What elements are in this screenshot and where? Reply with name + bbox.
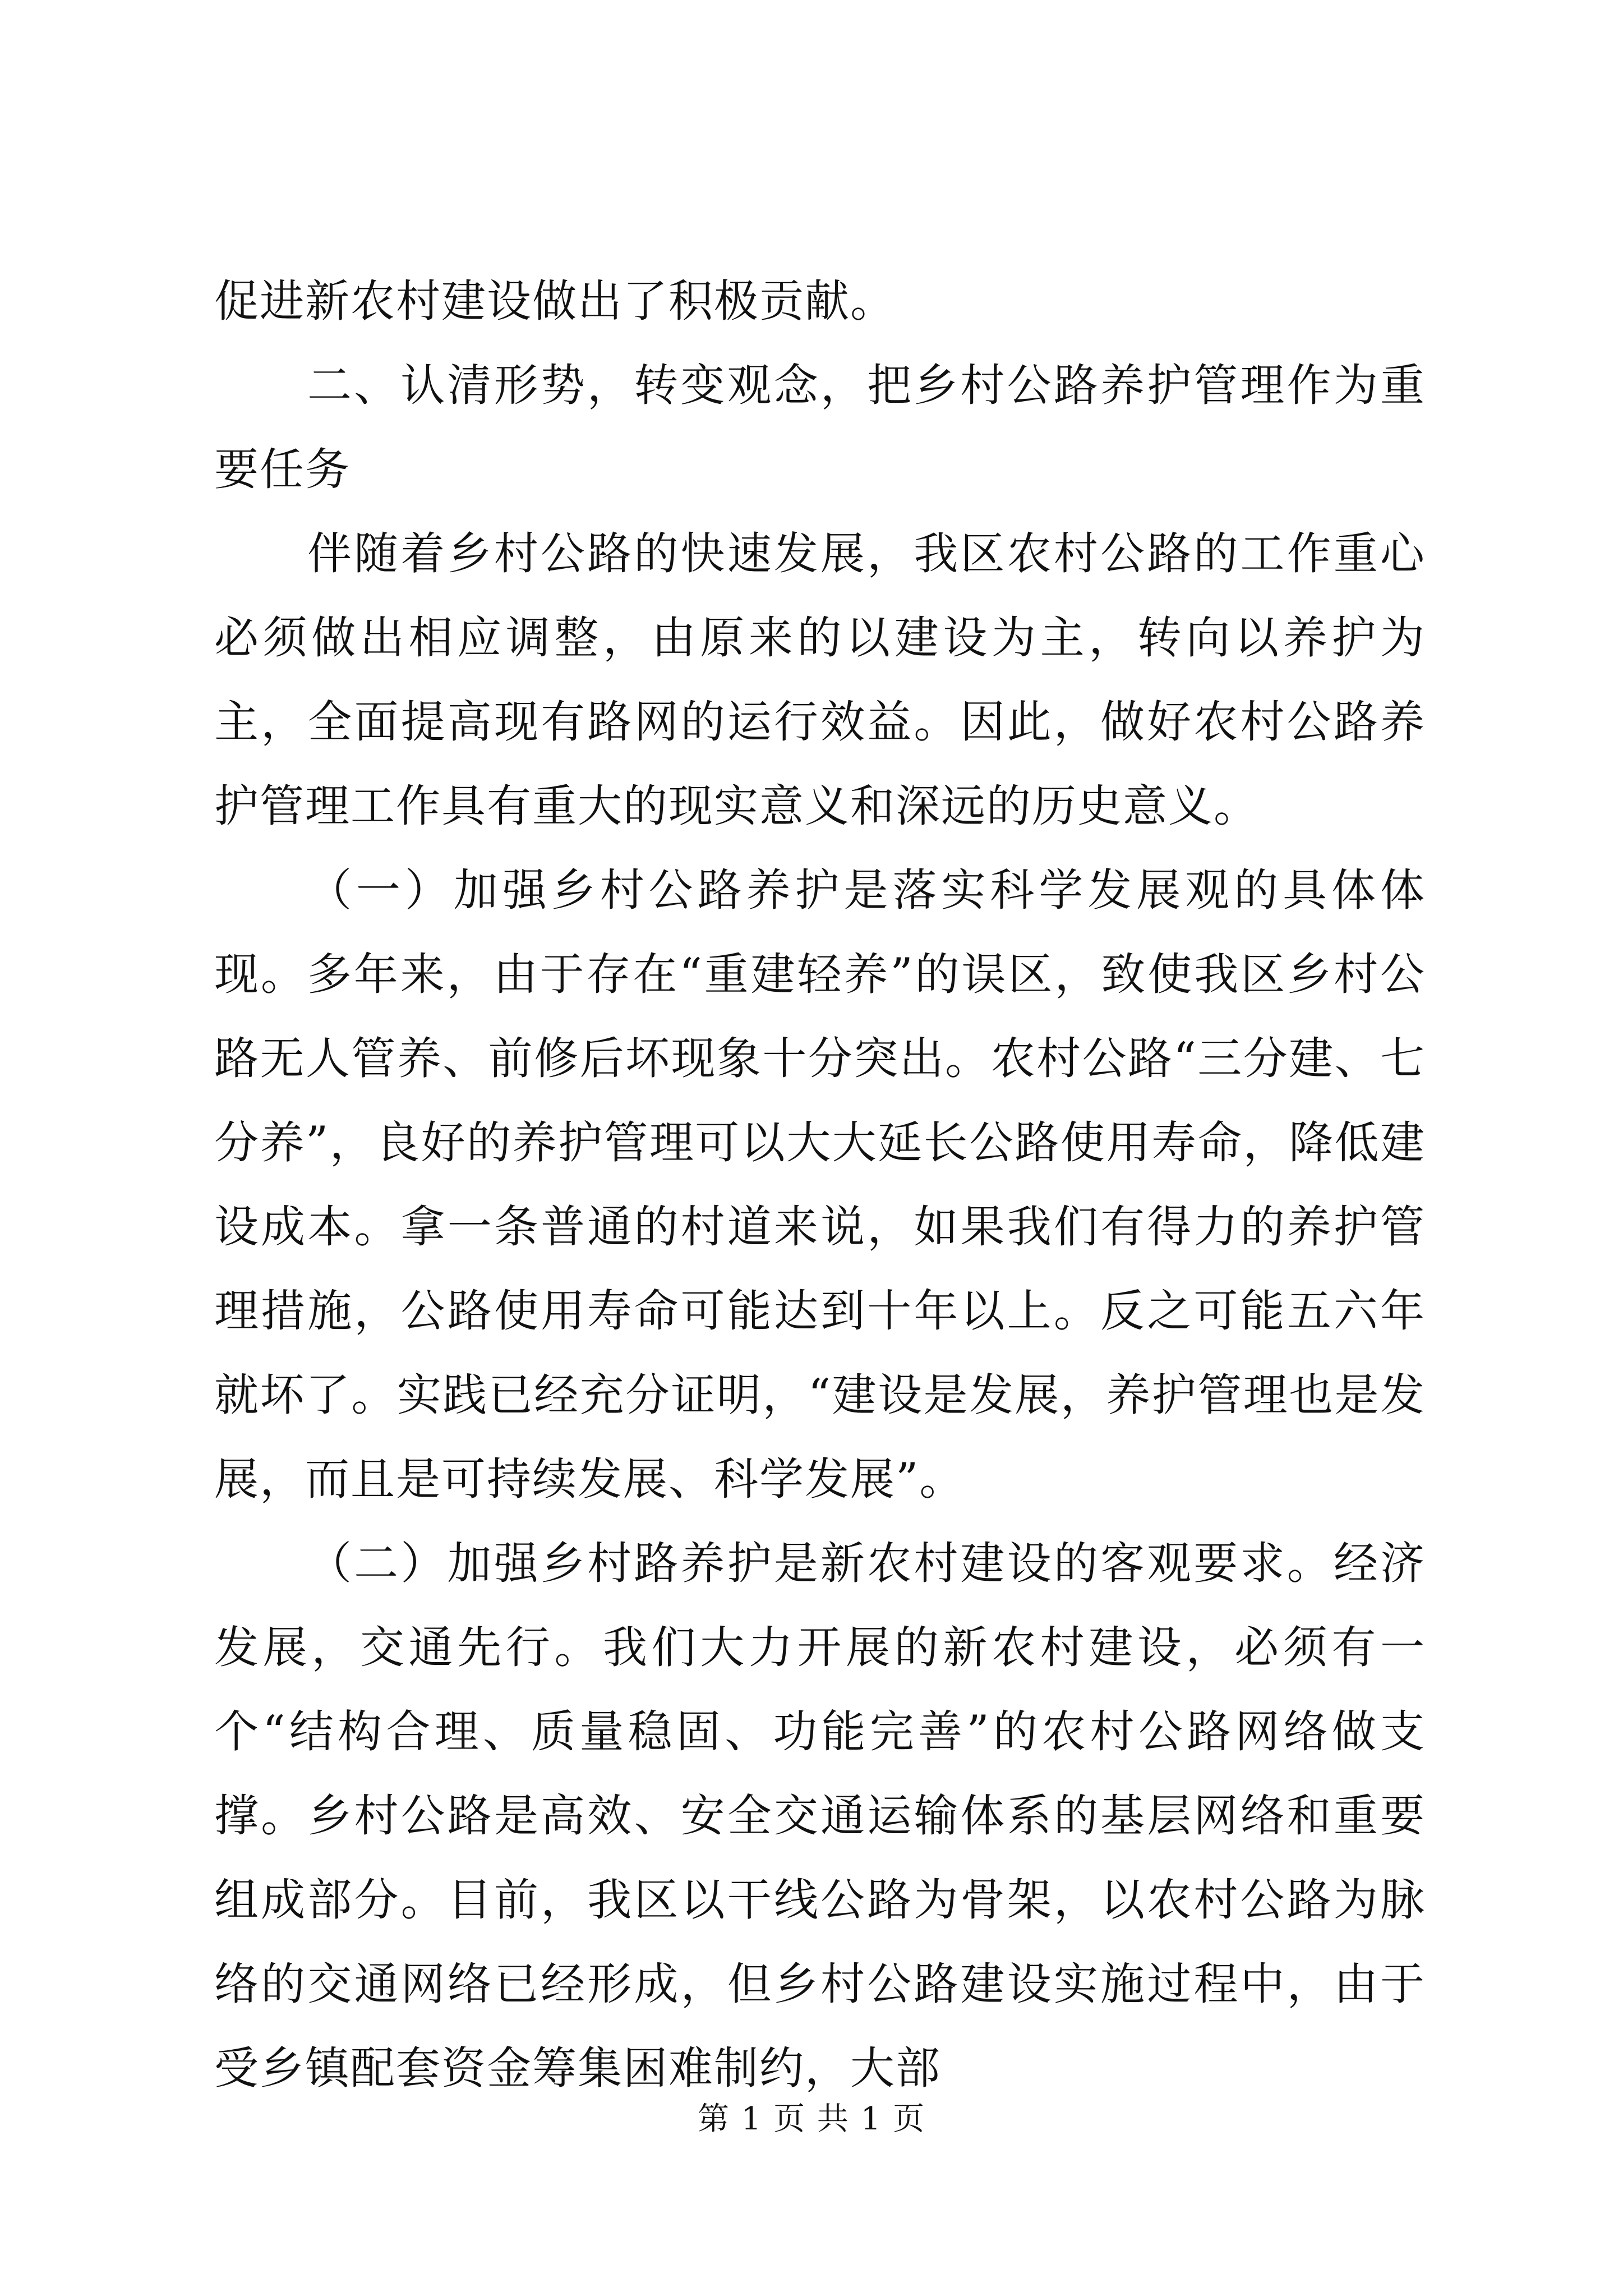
- page-footer: 第 1 页 共 1 页: [697, 2101, 926, 2137]
- paragraph-3: 伴随着乡村公路的快速发展，我区农村公路的工作重心必须做出相应调整，由原来的以建设为主，转向以养护为主，全面提高现有路网的运行效益。因此，做好农村公路养护管理工作具有重大的现实意义和深远的历史意义。: [214, 528, 1426, 832]
- paragraph-5: （二）加强乡村路养护是新农村建设的客观要求。经济发展，交通先行。我们大力开展的新农村建设，必须有一个“结构合理、质量稳固、功能完善”的农村公路网络做支撑。乡村公路是高效、安全交通运输体系的基层网络和重要组成部分。目前，我区以干线公路为骨架，以农村公路为脉络的交通网络已经形成，但乡村公路建设实施过程中，由于受乡镇配套资金筹集困难制约，大部: [214, 1538, 1426, 2094]
- paragraph-2-heading: 二、认清形势，转变观念，把乡村公路养护管理作为重要任务: [214, 360, 1426, 495]
- paragraph-1: 促进新农村建设做出了积极贡献。: [214, 275, 896, 327]
- document-body: [214, 259, 1426, 2110]
- paragraph-4: （一）加强乡村公路养护是落实科学发展观的具体体现。多年来，由于存在“重建轻养”的误区，致使我区乡村公路无人管养、前修后坏现象十分突出。农村公路“三分建、七分养”，良好的养护管理可以大大延长公路使用寿命，降低建设成本。拿一条普通的村道来说，如果我们有得力的养护管理措施，公路使用寿命可能达到十年以上。反之可能五六年就坏了。实践已经充分证明，“建设是发展，养护管理也是发展，而且是可持续发展、科学发展”。: [214, 864, 1426, 1505]
